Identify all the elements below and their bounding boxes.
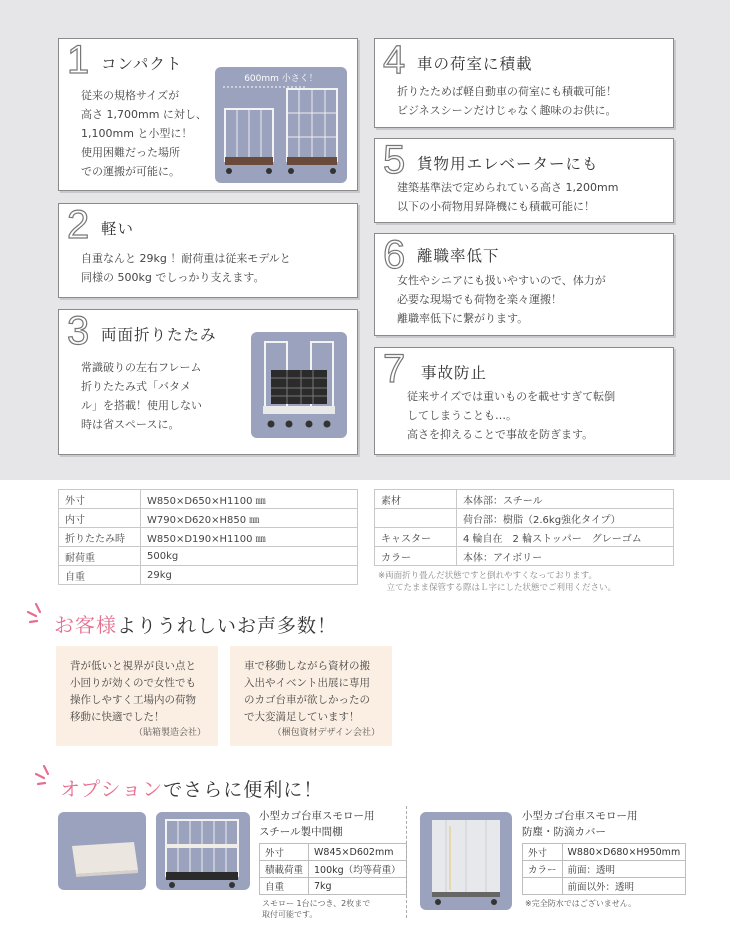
table-row: 自重 7kg xyxy=(260,878,407,895)
feature-title: コンパクト xyxy=(101,55,183,73)
folded-cart-photo xyxy=(251,332,347,438)
customer-voice-1 xyxy=(56,646,218,746)
voices-heading xyxy=(54,609,337,638)
compact-cart-photo xyxy=(215,67,347,183)
table-row: キャスター 4 輪自在 2 輪ストッパー グレーゴム xyxy=(375,528,674,547)
feature-card-car-loading xyxy=(374,38,674,128)
feature-number: 1 xyxy=(67,38,90,82)
feature-card-folding xyxy=(58,309,358,455)
feature-title: 離職率低下 xyxy=(417,247,500,265)
feature-title: 貨物用エレベーターにも xyxy=(417,155,599,173)
voice-text: 背が低いと視界が良い点と 小回りが効くので女性でも 操作しやすく工場内の荷物 移動に快適でした！ xyxy=(70,660,196,723)
feature-title: 事故防止 xyxy=(421,364,488,382)
feature-number: 5 xyxy=(383,138,406,182)
table-row: 荷台部：樹脂（2.6kg強化タイプ） xyxy=(375,509,674,528)
table-row: カラー 本体：アイボリー xyxy=(375,547,674,566)
voices-heading-accent: お客様 xyxy=(54,613,117,637)
feature-body: 折りたためば軽自動車の荷室にも積載可能！ ビジネスシーンだけじゃなく趣味のお供に。 xyxy=(397,85,617,117)
customer-voice-2 xyxy=(230,646,392,746)
feature-number: 6 xyxy=(383,233,406,277)
table-row: 素材 本体部：スチール xyxy=(375,490,674,509)
table-row: 折りたたみ時 W850×D190×H1100 ㎜ xyxy=(59,528,358,547)
feature-number: 7 xyxy=(383,347,406,391)
shelf-cart-photo xyxy=(156,812,250,890)
feature-body: 建築基準法で定められている高さ 1,200mm 以下の小荷物用昇降機にも積載可能に！ xyxy=(397,181,619,213)
feature-title: 両面折りたたみ xyxy=(101,326,217,344)
spec-table-materials xyxy=(374,489,674,566)
table-row: 外寸 W850×D650×H1100 ㎜ xyxy=(59,490,358,509)
option-note: ※完全防水ではございません。 xyxy=(525,899,637,908)
spark-icon xyxy=(26,600,54,624)
shelf-panel-photo xyxy=(58,812,146,890)
table-row: 外寸 W845×D602mm xyxy=(260,844,407,861)
spec-table-dimensions xyxy=(58,489,358,585)
feature-card-light xyxy=(58,203,358,298)
option-spec-table-shelf xyxy=(259,843,407,895)
folded-cart-image xyxy=(251,332,347,438)
feature-body: 従来の規格サイズが 高さ 1,700mm に対し、 1,100mm と小型に！ 使用困難だった場所 での運搬が可能に。 xyxy=(81,89,207,178)
feature-title: 車の荷室に積載 xyxy=(417,55,533,73)
shelf-cart-image xyxy=(156,812,250,890)
voice-source: （貼箱製造会社） xyxy=(133,728,206,738)
feature-body: 女性やシニアにも扱いやすいので、体力が 必要な現場でも荷物を楽々運搬！ 離職率低下に繋がります。 xyxy=(397,274,606,325)
shelf-panel-image xyxy=(58,812,146,890)
option-divider xyxy=(406,806,407,918)
voice-source: （梱包資材デザイン会社） xyxy=(272,728,380,738)
cover-cart-photo xyxy=(420,812,512,910)
feature-number: 4 xyxy=(383,38,406,82)
feature-card-compact xyxy=(58,38,358,191)
feature-card-turnover xyxy=(374,233,674,336)
table-row: カラー 前面：透明 xyxy=(523,861,686,878)
feature-body: 常識破りの左右フレーム 折りたたみ式「バタメ ル」を搭載！使用しない 時は省スペースに。 xyxy=(81,361,202,431)
voices-heading-text: よりうれしいお声多数！ xyxy=(117,615,338,637)
feature-number: 3 xyxy=(67,309,90,353)
feature-card-elevator xyxy=(374,138,674,223)
photo-caption: 600mm 小さく！ xyxy=(244,74,318,84)
options-heading-accent: オプション xyxy=(60,777,164,801)
option-title: 小型カゴ台車スモロー用 防塵・防滴カバー xyxy=(522,810,638,838)
table-row: 内寸 W790×D620×H850 ㎜ xyxy=(59,509,358,528)
feature-title: 軽い xyxy=(101,220,135,238)
options-heading-text: でさらに便利に！ xyxy=(163,779,324,801)
spark-icon xyxy=(34,762,62,786)
feature-body: 自重なんと 29kg ！耐荷重は従来モデルと 同様の 500kg でしっかり支えます。 xyxy=(81,252,291,284)
table-row: 耐荷重 500kg xyxy=(59,547,358,566)
table-row: 前面以外：透明 xyxy=(523,878,686,895)
table-row: 自重 29kg xyxy=(59,566,358,585)
cover-cart-image xyxy=(420,812,512,910)
feature-number: 2 xyxy=(67,203,90,247)
spec-note: ※両面折り畳んだ状態ですと倒れやすくなっております。 立てたまま保管する際はＬ字にした状態でご利用ください。 xyxy=(378,571,617,593)
options-heading xyxy=(60,773,323,802)
voice-text: 車で移動しながら資材の搬 入出やイベント出展に専用 のカゴ台車が欲しかったの で大変満足しています！ xyxy=(244,660,370,723)
feature-body: 従来サイズでは重いものを載せすぎて転倒 してしまうことも…。 高さを抑えることで事故を防ぎます。 xyxy=(407,390,616,441)
option-title: 小型カゴ台車スモロー用 スチール製中間棚 xyxy=(259,810,375,838)
table-row: 外寸 W880×D680×H950mm xyxy=(523,844,686,861)
table-row: 積載荷重 100kg（均等荷重） xyxy=(260,861,407,878)
feature-card-accident-prevention xyxy=(374,347,674,455)
option-spec-table-cover xyxy=(522,843,686,895)
option-note: スモロー 1台につき、2枚まで 取付可能です。 xyxy=(262,899,371,919)
cart-comparison-image xyxy=(215,67,347,183)
